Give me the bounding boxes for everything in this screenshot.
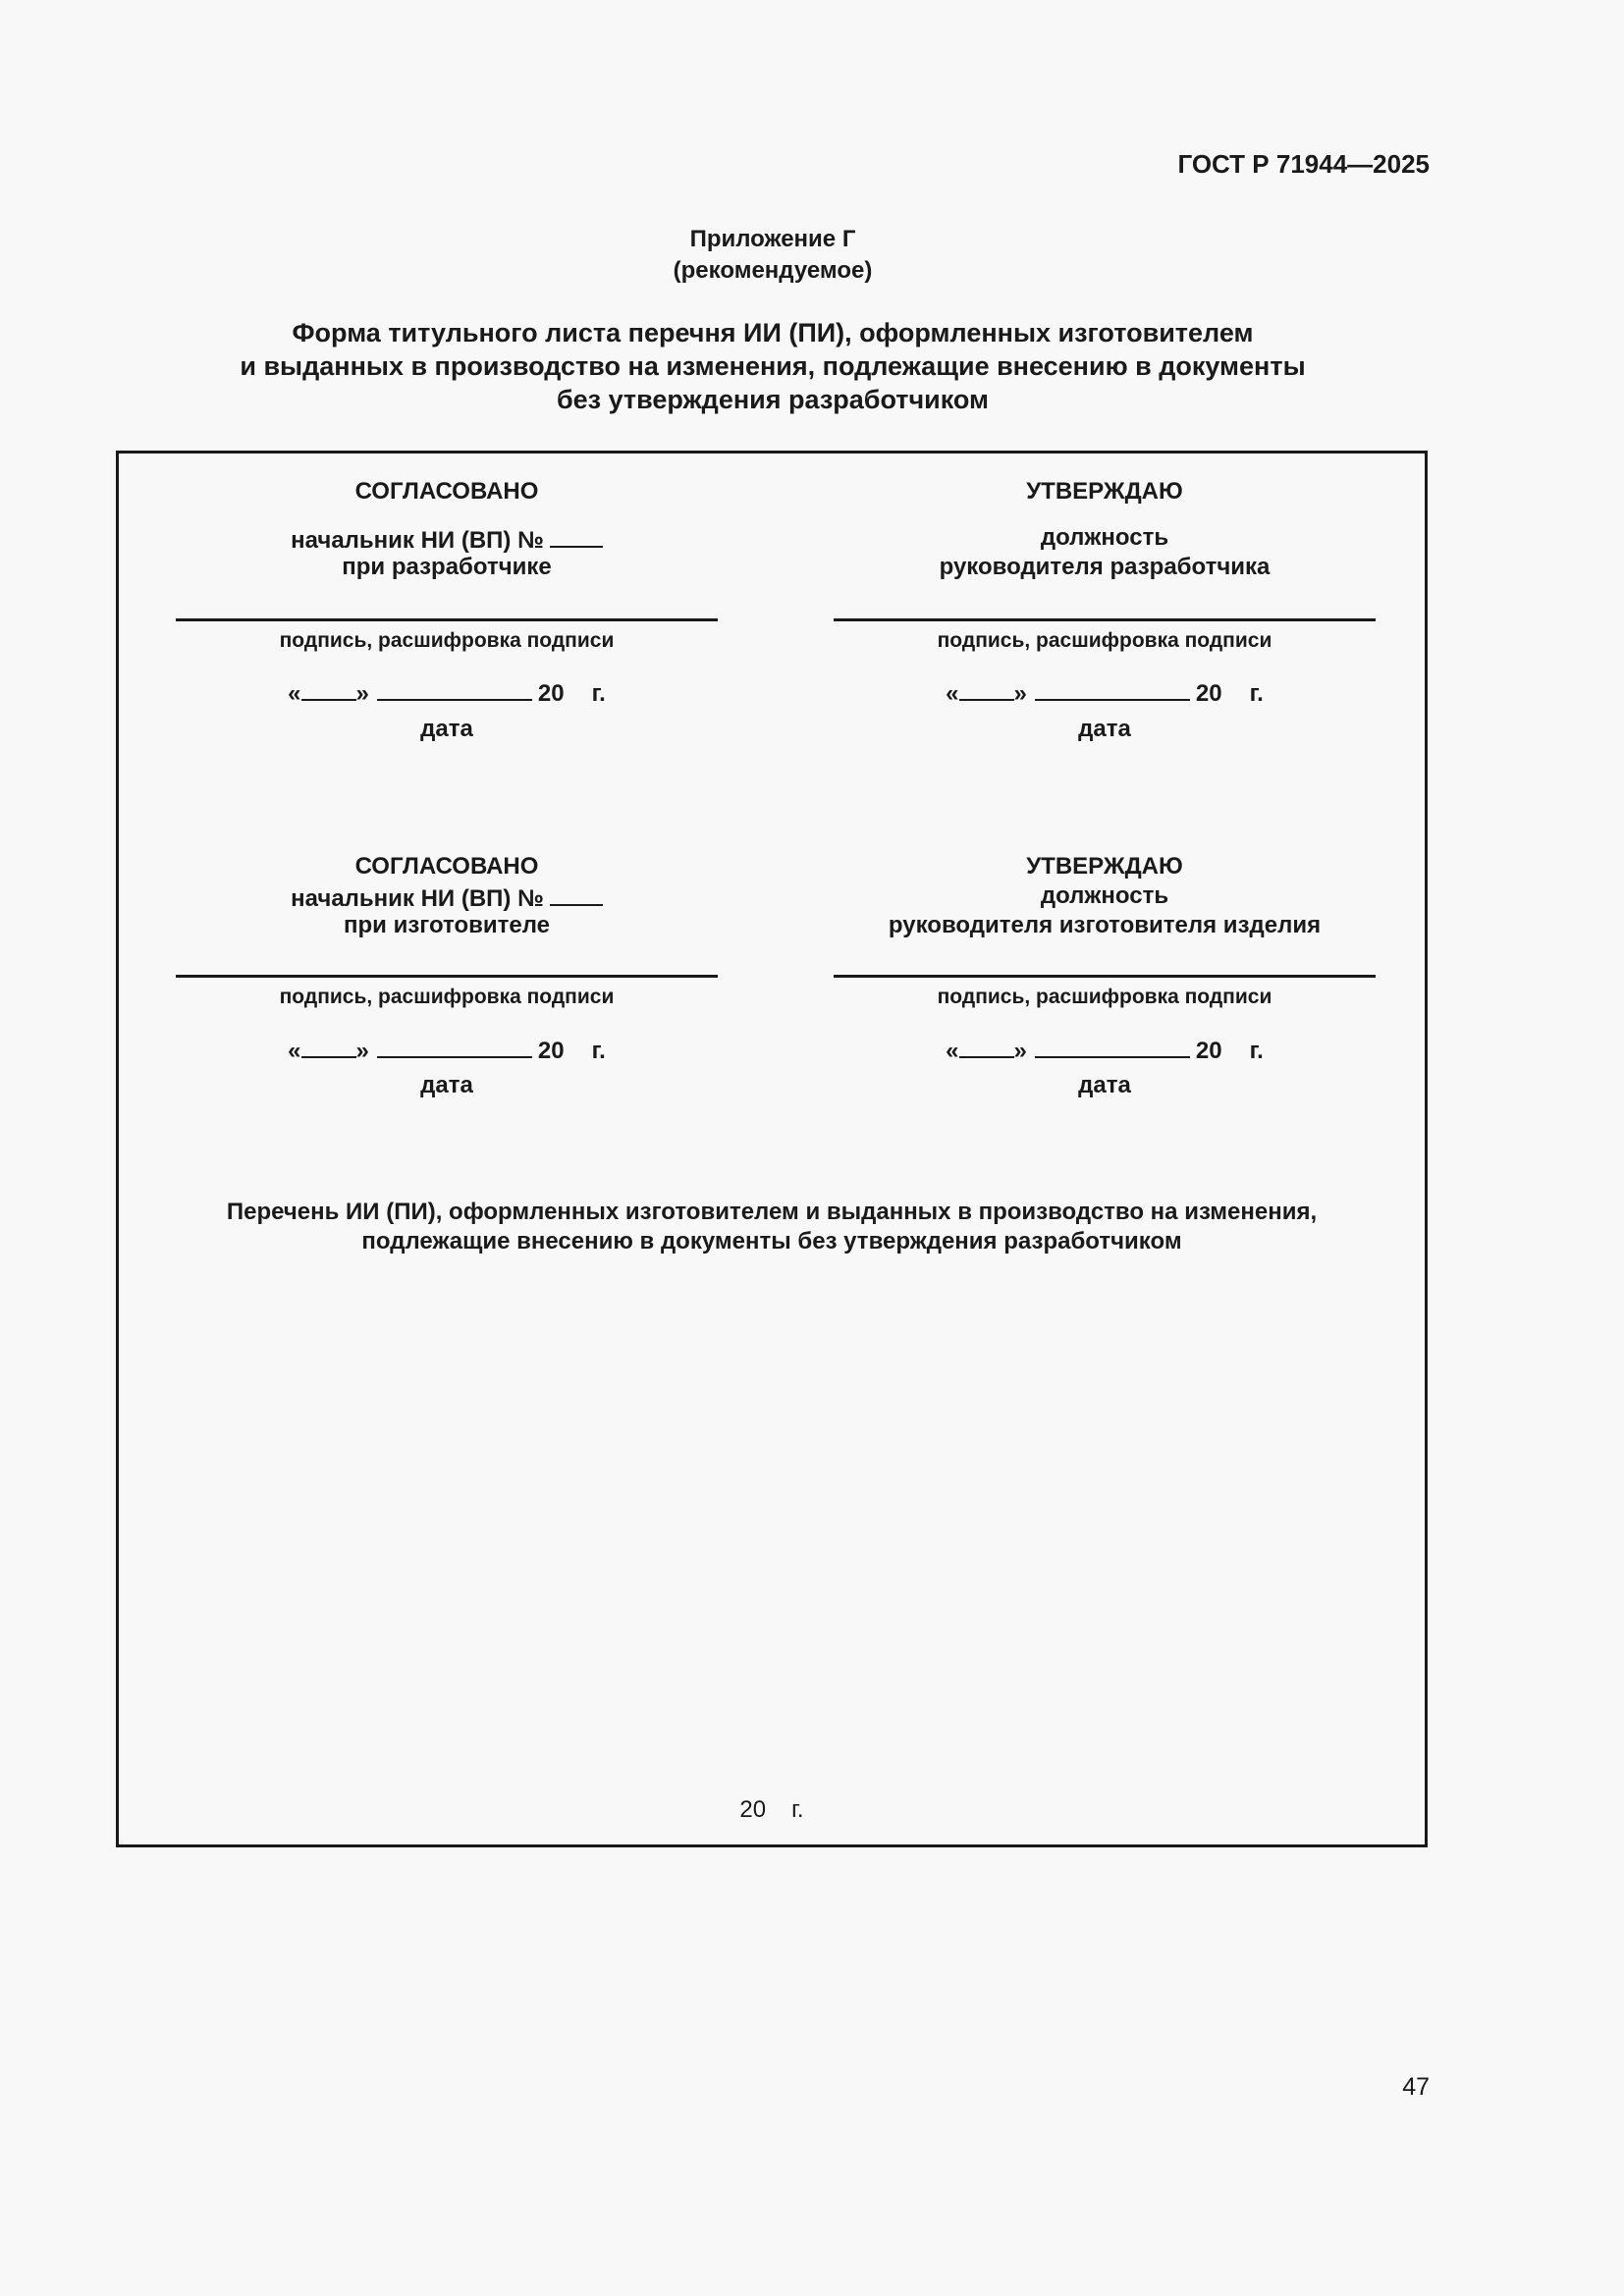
signature-line[interactable]: [176, 618, 718, 621]
date-caption: дата: [1078, 1072, 1131, 1098]
quote-open: «: [946, 680, 959, 707]
date-caption: дата: [1078, 716, 1131, 742]
position-line: при разработчике: [342, 554, 552, 580]
year-suffix: г.: [1249, 680, 1264, 707]
quote-open: «: [288, 680, 301, 707]
signature-caption: подпись, расшифровка подписи: [937, 629, 1272, 652]
block-title: СОГЛАСОВАНО: [354, 853, 539, 880]
quote-close: »: [355, 1038, 369, 1064]
year-prefix: 20: [537, 680, 565, 707]
form-heading-line: без утверждения разработчиком: [556, 385, 990, 414]
date-line: [176, 1035, 718, 1065]
title-page-frame: [116, 451, 1428, 1847]
date-line: [834, 677, 1376, 708]
quote-close: »: [1013, 680, 1027, 707]
block-title: СОГЛАСОВАНО: [354, 478, 539, 505]
day-blank[interactable]: [959, 1035, 1014, 1058]
year-suffix: г.: [1249, 1038, 1264, 1064]
signature-line[interactable]: [176, 975, 718, 978]
form-heading-line: Форма титульного листа перечня ИИ (ПИ), оформленных изготовителем: [292, 318, 1254, 347]
list-title: [119, 1198, 1425, 1256]
number-blank[interactable]: [550, 524, 603, 548]
footer-year-prefix: 20: [739, 1796, 767, 1823]
quote-open: «: [288, 1038, 301, 1064]
block-title: УТВЕРЖДАЮ: [1026, 853, 1183, 880]
position-line: руководителя изготовителя изделия: [888, 912, 1322, 938]
signature-caption: подпись, расшифровка подписи: [279, 986, 615, 1008]
signature-line[interactable]: [834, 618, 1376, 621]
position-line: при изготовителе: [344, 912, 550, 938]
quote-close: »: [1013, 1038, 1027, 1064]
day-blank[interactable]: [959, 677, 1014, 701]
month-blank[interactable]: [1035, 677, 1190, 701]
month-blank[interactable]: [377, 1035, 532, 1058]
page-number: 47: [1402, 2073, 1430, 2101]
date-caption: дата: [420, 716, 473, 742]
appendix-type: (рекомендуемое): [673, 257, 873, 284]
block-title: УТВЕРЖДАЮ: [1026, 478, 1183, 505]
appendix-title: Приложение Г: [689, 226, 856, 252]
year-prefix: 20: [1195, 680, 1222, 707]
year-suffix: г.: [591, 1038, 606, 1064]
form-heading-line: и выданных в производство на изменения, подлежащие внесению в документы: [240, 351, 1306, 381]
list-title-line: Перечень ИИ (ПИ), оформленных изготовителем и выданных в производство на изменения,: [226, 1199, 1318, 1225]
signature-line[interactable]: [834, 975, 1376, 978]
year-prefix: 20: [1195, 1038, 1222, 1064]
footer-year: [119, 1796, 1425, 1824]
month-blank[interactable]: [377, 677, 532, 701]
standard-designation: ГОСТ Р 71944—2025: [1177, 149, 1430, 179]
form-heading: [0, 316, 1545, 416]
position-line: начальник НИ (ВП) №: [176, 524, 718, 555]
position-line: должность: [1040, 524, 1169, 551]
signature-caption: подпись, расшифровка подписи: [279, 629, 615, 652]
number-blank[interactable]: [550, 882, 603, 906]
date-line: [834, 1035, 1376, 1065]
year-prefix: 20: [537, 1038, 565, 1064]
quote-open: «: [946, 1038, 959, 1064]
position-line: начальник НИ (ВП) №: [176, 882, 718, 913]
list-title-line: подлежащие внесению в документы без утверждения разработчиком: [361, 1228, 1182, 1255]
position-line: руководителя разработчика: [939, 554, 1271, 580]
date-line: [176, 677, 718, 708]
day-blank[interactable]: [301, 677, 356, 701]
day-blank[interactable]: [301, 1035, 356, 1058]
footer-year-suffix: г.: [791, 1796, 804, 1823]
year-suffix: г.: [591, 680, 606, 707]
quote-close: »: [355, 680, 369, 707]
month-blank[interactable]: [1035, 1035, 1190, 1058]
position-line: должность: [1040, 882, 1169, 909]
signature-caption: подпись, расшифровка подписи: [937, 986, 1272, 1008]
date-caption: дата: [420, 1072, 473, 1098]
